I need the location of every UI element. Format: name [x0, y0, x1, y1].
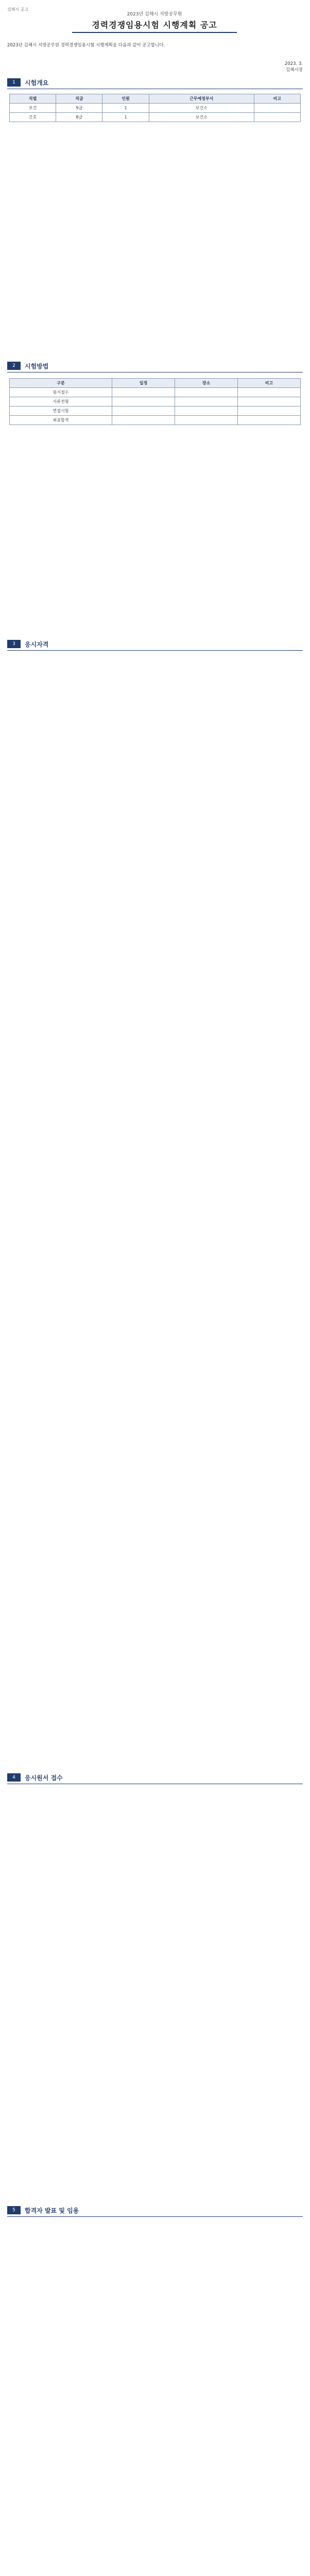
section-label: 응시원서 접수 [25, 1774, 63, 1782]
table-header-cell: 직급 [56, 94, 102, 104]
table-cell: 보건 [10, 104, 56, 113]
schedule-table [9, 378, 301, 425]
table-row [10, 113, 301, 122]
table-cell [175, 397, 238, 406]
table-row [10, 416, 301, 425]
section-4-header [7, 1772, 63, 1783]
table-cell: 보건소 [149, 113, 254, 122]
section-number: 2 [7, 362, 21, 370]
table-cell: 8급 [56, 113, 102, 122]
positions-table [9, 94, 301, 122]
intro-line: 2023년 김해시 지방공무원 경력경쟁임용시험 시행계획을 다음과 같이 공고합니다. [7, 43, 165, 48]
section-label: 시험방법 [25, 362, 49, 370]
section-number: 5 [7, 2206, 21, 2214]
table-header-cell: 구분 [10, 379, 112, 388]
header-agency: 2023년 김해시 지방공무원 [127, 12, 182, 17]
section-number: 3 [7, 640, 21, 648]
table-cell [238, 388, 301, 397]
table-row [10, 406, 301, 416]
table-cell: 최종합격 [10, 416, 112, 425]
table-cell [112, 416, 175, 425]
table-header-cell: 장소 [175, 379, 238, 388]
table-cell [112, 406, 175, 416]
table-cell: 원서접수 [10, 388, 112, 397]
section-2-header [7, 361, 48, 371]
table-header-cell: 인원 [102, 94, 149, 104]
table-cell: 서류전형 [10, 397, 112, 406]
table-cell [238, 406, 301, 416]
page-title: 경력경쟁임용시험 시행계획 공고 [72, 19, 237, 33]
table-row [10, 104, 301, 113]
table-cell [254, 104, 300, 113]
table-header-cell: 근무예정부서 [149, 94, 254, 104]
section-5-header [7, 2205, 79, 2215]
table-cell [175, 416, 238, 425]
table-header-row [10, 94, 301, 104]
issuer-line: 김해시장 [286, 67, 303, 73]
section-number: 4 [7, 1773, 21, 1782]
table-header-row [10, 379, 301, 388]
section-label: 응시자격 [25, 640, 49, 648]
table-row [10, 397, 301, 406]
table-header-cell: 비고 [238, 379, 301, 388]
table-cell [238, 416, 301, 425]
table-cell [112, 397, 175, 406]
section-3-header [7, 639, 48, 649]
table-cell: 면접시험 [10, 406, 112, 416]
section-label: 시험개요 [25, 79, 49, 87]
section-number: 1 [7, 78, 21, 87]
top-breadcrumb [7, 3, 303, 12]
section-label: 합격자 발표 및 임용 [25, 2207, 79, 2214]
section-rule [7, 2216, 303, 2217]
table-header-cell: 직렬 [10, 94, 56, 104]
date-block [285, 61, 303, 73]
table-header-cell: 일정 [112, 379, 175, 388]
section-1-header [7, 77, 48, 88]
table-cell: 1 [102, 113, 149, 122]
table-cell [112, 388, 175, 397]
table-row [10, 388, 301, 397]
table-cell: 1 [102, 104, 149, 113]
table-cell: 보건소 [149, 104, 254, 113]
date-line: 2023. 3. [284, 61, 303, 66]
table-cell: 9급 [56, 104, 102, 113]
intro-text [7, 42, 303, 49]
document-header [72, 10, 237, 39]
table-cell [254, 113, 300, 122]
table-cell [175, 406, 238, 416]
table-header-cell: 비고 [254, 94, 300, 104]
table-cell: 간호 [10, 113, 56, 122]
section-rule [7, 650, 303, 651]
breadcrumb: 김해시 공고 [7, 7, 29, 12]
table-cell [175, 388, 238, 397]
table-cell [238, 397, 301, 406]
